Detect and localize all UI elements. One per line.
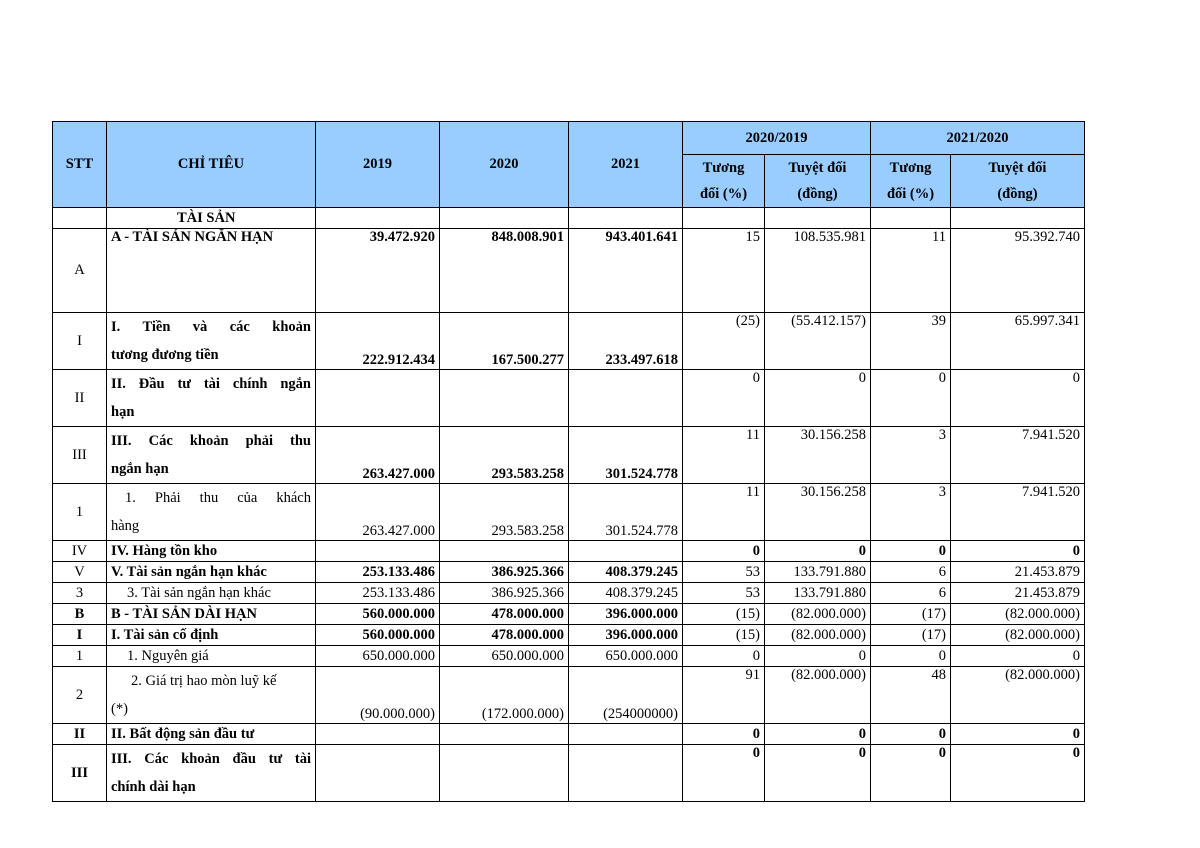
cell-rel-1: 0 xyxy=(683,646,765,667)
cell-2020: 650.000.000 xyxy=(440,646,569,667)
cell-rel-1: 11 xyxy=(683,427,765,484)
table-row xyxy=(53,229,1085,313)
cell-abs-2: 0 xyxy=(951,745,1085,802)
row-stt: IV xyxy=(53,541,107,562)
table-row xyxy=(53,562,1085,583)
table-row xyxy=(53,667,1085,724)
row-name: IV. Hàng tồn kho xyxy=(107,541,316,562)
cell-abs-1: 0 xyxy=(765,646,871,667)
cell-rel-2: (17) xyxy=(871,604,951,625)
table-row xyxy=(53,646,1085,667)
row-stt: III xyxy=(53,745,107,802)
table-row xyxy=(53,313,1085,370)
col-abs-2-l1: Tuyệt đối xyxy=(988,160,1047,176)
row-stt: II xyxy=(53,724,107,745)
row-name xyxy=(107,370,316,427)
cell-rel-1: 0 xyxy=(683,541,765,562)
col-rel-2-l1: Tương xyxy=(889,160,932,176)
col-abs-1 xyxy=(765,155,871,208)
cell-rel-2: (17) xyxy=(871,625,951,646)
cell-2021: (254000000) xyxy=(569,667,683,724)
row-name xyxy=(107,484,316,541)
cell-abs-1: 133.791.880 xyxy=(765,562,871,583)
col-rel-1 xyxy=(683,155,765,208)
row-name-l2: hàng xyxy=(111,518,140,534)
row-name-l2: (*) xyxy=(111,701,128,717)
col-abs-1-l1: Tuyệt đối xyxy=(788,160,847,176)
col-2020-2019: 2020/2019 xyxy=(683,122,871,155)
table-row xyxy=(53,604,1085,625)
cell-abs-2: 21.453.879 xyxy=(951,562,1085,583)
row-stt: 2 xyxy=(53,667,107,724)
cell-rel-2: 0 xyxy=(871,745,951,802)
cell-rel-2: 0 xyxy=(871,724,951,745)
cell-abs-2: 0 xyxy=(951,724,1085,745)
cell-rel-2: 6 xyxy=(871,583,951,604)
cell-2019: 222.912.434 xyxy=(316,313,440,370)
cell-abs-1: 0 xyxy=(765,745,871,802)
row-name: 1. Nguyên giá xyxy=(107,646,316,667)
cell-abs-1: (82.000.000) xyxy=(765,667,871,724)
row-stt: A xyxy=(53,229,107,313)
row-name xyxy=(107,313,316,370)
cell-abs-2: 0 xyxy=(951,541,1085,562)
section-title: TÀI SẢN xyxy=(107,208,316,229)
cell-2020: 478.000.000 xyxy=(440,625,569,646)
cell-rel-1: 11 xyxy=(683,484,765,541)
row-stt: I xyxy=(53,625,107,646)
cell-abs-2: 7.941.520 xyxy=(951,484,1085,541)
cell-2021: 408.379.245 xyxy=(569,562,683,583)
cell-abs-1: 30.156.258 xyxy=(765,484,871,541)
table-row xyxy=(53,724,1085,745)
cell-2019: 263.427.000 xyxy=(316,427,440,484)
cell-rel-2: 3 xyxy=(871,484,951,541)
cell-rel-1: (15) xyxy=(683,625,765,646)
row-name xyxy=(107,427,316,484)
cell-2019: 39.472.920 xyxy=(316,229,440,313)
cell-rel-1: 15 xyxy=(683,229,765,313)
col-2021-2020: 2021/2020 xyxy=(871,122,1085,155)
cell-abs-1: (82.000.000) xyxy=(765,625,871,646)
table-row xyxy=(53,427,1085,484)
cell-rel-1: 0 xyxy=(683,745,765,802)
row-name-l2: chính dài hạn xyxy=(111,779,196,795)
cell-2021: 943.401.641 xyxy=(569,229,683,313)
col-rel-2 xyxy=(871,155,951,208)
cell-abs-2: 0 xyxy=(951,646,1085,667)
row-stt: 3 xyxy=(53,583,107,604)
cell-2020: 293.583.258 xyxy=(440,484,569,541)
cell-rel-1: 0 xyxy=(683,370,765,427)
cell-abs-1: 0 xyxy=(765,370,871,427)
col-abs-2 xyxy=(951,155,1085,208)
row-stt: V xyxy=(53,562,107,583)
cell-rel-2: 0 xyxy=(871,541,951,562)
cell-abs-1: 0 xyxy=(765,724,871,745)
cell-abs-1: 30.156.258 xyxy=(765,427,871,484)
cell-rel-1: (15) xyxy=(683,604,765,625)
cell-2019: (90.000.000) xyxy=(316,667,440,724)
row-name: V. Tài sản ngắn hạn khác xyxy=(107,562,316,583)
cell-2019: 253.133.486 xyxy=(316,562,440,583)
cell-2019: 560.000.000 xyxy=(316,604,440,625)
table-row xyxy=(53,370,1085,427)
row-stt: 1 xyxy=(53,484,107,541)
row-name-l2: hạn xyxy=(111,404,135,420)
cell-2019: 560.000.000 xyxy=(316,625,440,646)
col-stt: STT xyxy=(53,122,107,208)
cell-2021: 233.497.618 xyxy=(569,313,683,370)
col-2021: 2021 xyxy=(569,122,683,208)
col-abs-1-l2: (đồng) xyxy=(797,186,838,202)
row-name-l1: 1. Phải thu của khách xyxy=(125,490,311,506)
cell-2021: 301.524.778 xyxy=(569,427,683,484)
cell-abs-2: 65.997.341 xyxy=(951,313,1085,370)
cell-abs-1: (55.412.157) xyxy=(765,313,871,370)
row-name xyxy=(107,745,316,802)
cell-rel-1: 0 xyxy=(683,724,765,745)
cell-rel-1: 91 xyxy=(683,667,765,724)
cell-abs-2: (82.000.000) xyxy=(951,667,1085,724)
row-name-l1: III. Các khoản phải thu xyxy=(111,433,311,449)
cell-rel-2: 6 xyxy=(871,562,951,583)
cell-abs-1: 108.535.981 xyxy=(765,229,871,313)
row-name-l2: tương đương tiền xyxy=(111,347,219,363)
cell-2020: 478.000.000 xyxy=(440,604,569,625)
cell-2021: 408.379.245 xyxy=(569,583,683,604)
cell-rel-1: 53 xyxy=(683,562,765,583)
col-abs-2-l2: (đồng) xyxy=(997,186,1038,202)
cell-rel-2: 39 xyxy=(871,313,951,370)
financial-table xyxy=(52,121,1085,802)
cell-2019: 650.000.000 xyxy=(316,646,440,667)
cell-abs-2: 0 xyxy=(951,370,1085,427)
cell-2021: 650.000.000 xyxy=(569,646,683,667)
row-name xyxy=(107,667,316,724)
cell-abs-2: 21.453.879 xyxy=(951,583,1085,604)
cell-2020: 386.925.366 xyxy=(440,583,569,604)
row-name-l2: ngắn hạn xyxy=(111,461,169,477)
table-row xyxy=(53,541,1085,562)
row-stt: 1 xyxy=(53,646,107,667)
cell-abs-1: 0 xyxy=(765,541,871,562)
cell-2021: 301.524.778 xyxy=(569,484,683,541)
cell-rel-2: 3 xyxy=(871,427,951,484)
cell-rel-2: 0 xyxy=(871,646,951,667)
cell-abs-1: 133.791.880 xyxy=(765,583,871,604)
cell-abs-2: 7.941.520 xyxy=(951,427,1085,484)
cell-abs-2: (82.000.000) xyxy=(951,625,1085,646)
row-name: B - TÀI SẢN DÀI HẠN xyxy=(107,604,316,625)
col-rel-1-l2: đối (%) xyxy=(699,186,748,202)
table-row xyxy=(53,745,1085,802)
row-name: II. Bất động sản đầu tư xyxy=(107,724,316,745)
cell-abs-1: (82.000.000) xyxy=(765,604,871,625)
col-2020: 2020 xyxy=(440,122,569,208)
cell-2020: (172.000.000) xyxy=(440,667,569,724)
col-chi-tieu: CHỈ TIÊU xyxy=(107,122,316,208)
row-name: A - TÀI SẢN NGẮN HẠN xyxy=(107,229,316,313)
row-name-l1: I. Tiền và các khoản xyxy=(111,319,311,335)
cell-rel-2: 11 xyxy=(871,229,951,313)
cell-rel-1: (25) xyxy=(683,313,765,370)
row-stt: I xyxy=(53,313,107,370)
row-stt: III xyxy=(53,427,107,484)
row-name: I. Tài sản cố định xyxy=(107,625,316,646)
row-name: 3. Tài sản ngắn hạn khác xyxy=(107,583,316,604)
cell-2021: 396.000.000 xyxy=(569,604,683,625)
cell-2020: 386.925.366 xyxy=(440,562,569,583)
col-rel-2-l2: đối (%) xyxy=(886,186,935,202)
cell-rel-2: 48 xyxy=(871,667,951,724)
cell-rel-1: 53 xyxy=(683,583,765,604)
row-stt: II xyxy=(53,370,107,427)
cell-2019: 263.427.000 xyxy=(316,484,440,541)
col-rel-1-l1: Tương xyxy=(702,160,745,176)
row-stt: B xyxy=(53,604,107,625)
cell-2019: 253.133.486 xyxy=(316,583,440,604)
cell-2021: 396.000.000 xyxy=(569,625,683,646)
cell-2020: 167.500.277 xyxy=(440,313,569,370)
cell-abs-2: 95.392.740 xyxy=(951,229,1085,313)
row-name-l1: 2. Giá trị hao mòn luỹ kế xyxy=(131,673,277,689)
cell-rel-2: 0 xyxy=(871,370,951,427)
table-row xyxy=(53,484,1085,541)
table-row xyxy=(53,625,1085,646)
row-name-l1: II. Đầu tư tài chính ngắn xyxy=(111,376,311,392)
cell-2020: 848.008.901 xyxy=(440,229,569,313)
cell-abs-2: (82.000.000) xyxy=(951,604,1085,625)
table-row xyxy=(53,583,1085,604)
section-row xyxy=(53,208,1085,229)
row-name-l1: III. Các khoản đầu tư tài xyxy=(111,751,311,767)
col-2019: 2019 xyxy=(316,122,440,208)
cell-2020: 293.583.258 xyxy=(440,427,569,484)
